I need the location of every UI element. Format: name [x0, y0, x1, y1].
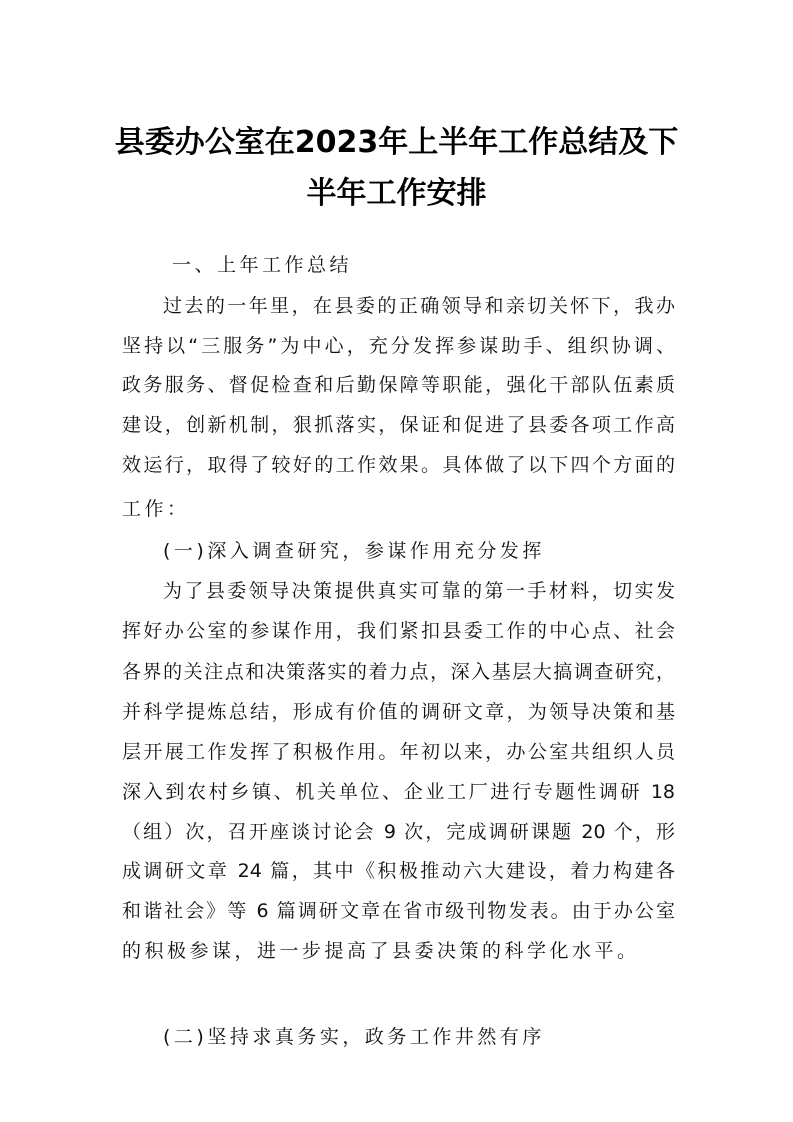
- paragraph-line: 并科学提炼总结，形成有价值的调研文章，为领导决策和基: [122, 701, 675, 723]
- subsection-heading: (一)深入调查研究，参谋作用充分发挥: [163, 540, 545, 562]
- paragraph-line: 成调研文章 24 篇，其中《积极推动六大建设，着力构建各: [122, 860, 675, 882]
- document-title-line-1: 县委办公室在2023年上半年工作总结及下: [114, 125, 679, 160]
- paragraph-line: 过去的一年里，在县委的正确领导和亲切关怀下，我办: [163, 295, 675, 317]
- paragraph-line: 挥好办公室的参谋作用，我们紧扣县委工作的中心点、社会: [122, 620, 675, 642]
- paragraph-line: 建设，创新机制，狠抓落实，保证和促进了县委各项工作高: [122, 414, 675, 436]
- paragraph-line: 的积极参谋，进一步提高了县委决策的科学化水平。: [122, 940, 640, 962]
- paragraph-line: 政务服务、督促检查和后勤保障等职能，强化干部队伍素质: [122, 374, 675, 396]
- paragraph-line: 工作：: [122, 498, 190, 520]
- subsection-heading: (二)坚持求真务实，政务工作井然有序: [163, 1026, 545, 1048]
- paragraph-line: 各界的关注点和决策落实的着力点，深入基层大搞调查研究，: [122, 661, 675, 683]
- section-heading: 一、上年工作总结: [172, 254, 353, 276]
- paragraph-line: 效运行，取得了较好的工作效果。具体做了以下四个方面的: [122, 454, 675, 476]
- paragraph-line: 坚持以“三服务”为中心，充分发挥参谋助手、组织协调、: [122, 335, 675, 357]
- paragraph-line: 和谐社会》等 6 篇调研文章在省市级刊物发表。由于办公室: [122, 900, 675, 922]
- paragraph-line: 深入到农村乡镇、机关单位、企业工厂进行专题性调研 18: [122, 781, 675, 803]
- paragraph-line: 为了县委领导决策提供真实可靠的第一手材料，切实发: [163, 580, 675, 602]
- paragraph-line: 层开展工作发挥了积极作用。年初以来，办公室共组织人员: [122, 741, 675, 763]
- document-title-line-2: 半年工作安排: [306, 176, 487, 211]
- paragraph-line: （组）次，召开座谈讨论会 9 次，完成调研课题 20 个，形: [122, 821, 675, 843]
